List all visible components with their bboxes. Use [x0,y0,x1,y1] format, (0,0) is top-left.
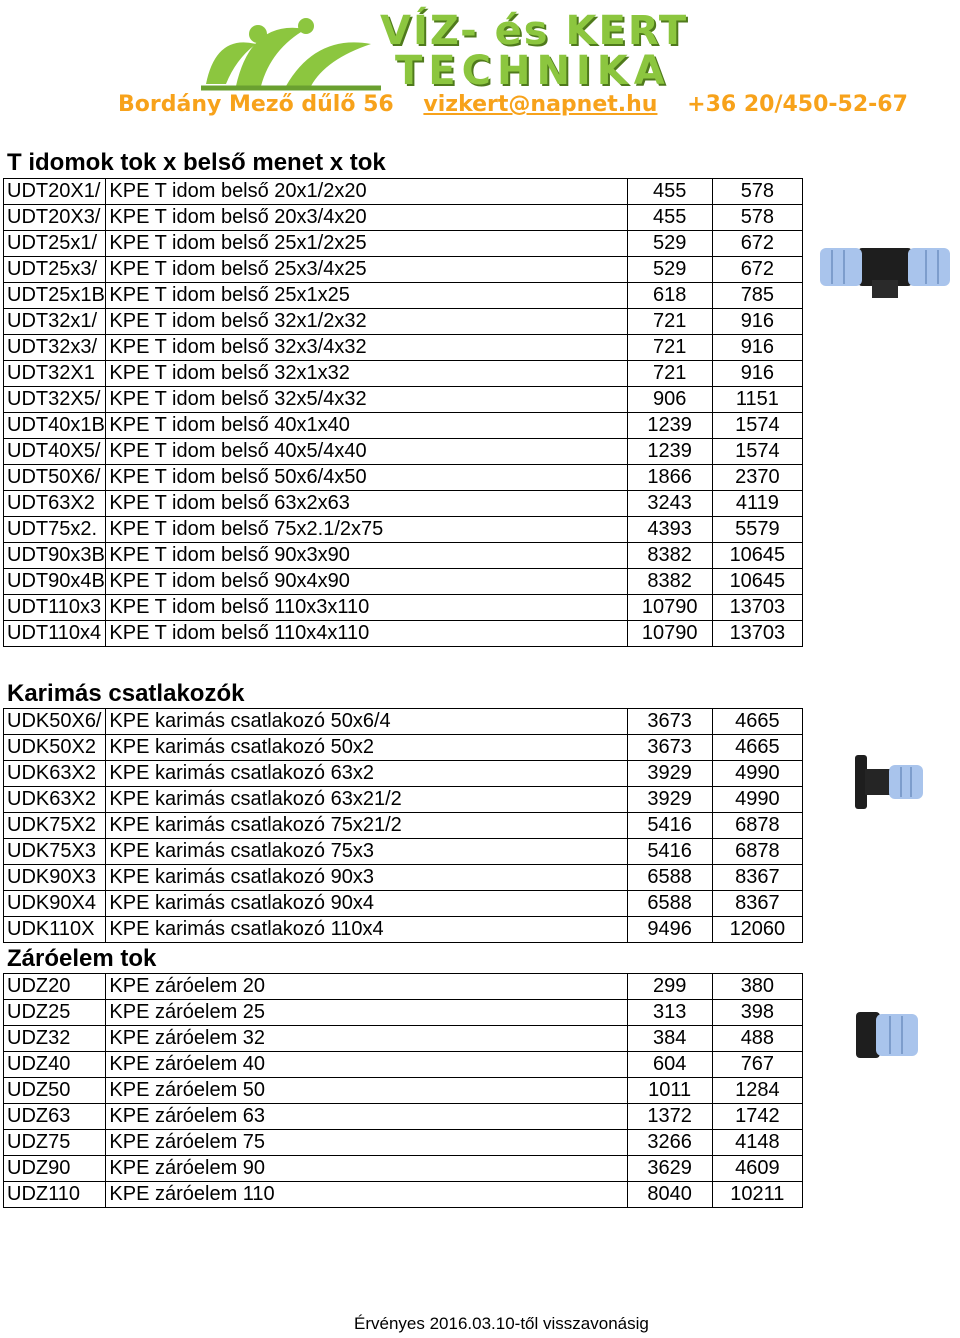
product-description-cell: KPE karimás csatlakozó 63x21/2 [106,787,627,813]
table-row [4,595,803,621]
product-code-cell: UDT20X3/ [4,205,106,231]
table-row [4,839,803,865]
product-code-cell: UDZ75 [4,1130,106,1156]
product-description-cell: KPE záróelem 90 [106,1156,627,1182]
product-description-cell: KPE záróelem 50 [106,1078,627,1104]
product-description-cell: KPE karimás csatlakozó 75x3 [106,839,627,865]
product-code-cell: UDT32X5/ [4,387,106,413]
gross-price-cell: 916 [712,309,802,335]
gross-price-cell: 4148 [712,1130,802,1156]
net-price-cell: 3929 [627,787,712,813]
product-code-cell: UDK90X3 [4,865,106,891]
gross-price-cell: 916 [712,361,802,387]
net-price-cell: 906 [627,387,712,413]
price-table-end-caps [3,973,803,1208]
gross-price-cell: 4119 [712,491,802,517]
table-row [4,491,803,517]
product-description-cell: KPE T idom belső 40x5/4x40 [106,439,627,465]
product-code-cell: UDZ90 [4,1156,106,1182]
net-price-cell: 3629 [627,1156,712,1182]
table-row [4,1078,803,1104]
table-row [4,1104,803,1130]
gross-price-cell: 10645 [712,569,802,595]
brand-name-line2: TECHNIKA [395,48,671,94]
table-row [4,205,803,231]
product-description-cell: KPE záróelem 40 [106,1052,627,1078]
product-code-cell: UDZ110 [4,1182,106,1208]
product-description-cell: KPE T idom belső 32x1/2x32 [106,309,627,335]
product-code-cell: UDK75X3 [4,839,106,865]
table-row [4,761,803,787]
product-description-cell: KPE záróelem 110 [106,1182,627,1208]
net-price-cell: 5416 [627,813,712,839]
table-row [4,465,803,491]
product-code-cell: UDT25x3/ [4,257,106,283]
product-code-cell: UDK90X4 [4,891,106,917]
gross-price-cell: 916 [712,335,802,361]
net-price-cell: 313 [627,1000,712,1026]
product-description-cell: KPE T idom belső 20x1/2x20 [106,179,627,205]
product-code-cell: UDK63X2 [4,787,106,813]
net-price-cell: 5416 [627,839,712,865]
net-price-cell: 721 [627,361,712,387]
contact-line [118,92,930,117]
gross-price-cell: 6878 [712,839,802,865]
table-row [4,517,803,543]
net-price-cell: 3266 [627,1130,712,1156]
net-price-cell: 3673 [627,709,712,735]
end-cap-icon [856,1010,920,1060]
product-description-cell: KPE T idom belső 25x1x25 [106,283,627,309]
gross-price-cell: 8367 [712,891,802,917]
product-code-cell: UDK50X2 [4,735,106,761]
gross-price-cell: 1742 [712,1104,802,1130]
table-row [4,1026,803,1052]
table-row [4,1130,803,1156]
table-row [4,787,803,813]
gross-price-cell: 6878 [712,813,802,839]
net-price-cell: 721 [627,335,712,361]
product-description-cell: KPE karimás csatlakozó 90x4 [106,891,627,917]
net-price-cell: 10790 [627,621,712,647]
net-price-cell: 604 [627,1052,712,1078]
gross-price-cell: 4609 [712,1156,802,1182]
net-price-cell: 10790 [627,595,712,621]
email-link[interactable]: vizkert@napnet.hu [423,92,658,117]
section-title-end-caps: Záróelem tok [7,945,157,972]
product-code-cell: UDT110x4 [4,621,106,647]
product-code-cell: UDT32x3/ [4,335,106,361]
net-price-cell: 8040 [627,1182,712,1208]
table-row [4,1156,803,1182]
gross-price-cell: 767 [712,1052,802,1078]
table-row [4,309,803,335]
gross-price-cell: 4990 [712,787,802,813]
product-description-cell: KPE T idom belső 32x1x32 [106,361,627,387]
table-row [4,361,803,387]
gross-price-cell: 4665 [712,709,802,735]
gross-price-cell: 785 [712,283,802,309]
product-description-cell: KPE záróelem 32 [106,1026,627,1052]
net-price-cell: 6588 [627,891,712,917]
gross-price-cell: 380 [712,974,802,1000]
product-description-cell: KPE T idom belső 110x3x110 [106,595,627,621]
product-code-cell: UDT40x1B [4,413,106,439]
table-row [4,569,803,595]
net-price-cell: 299 [627,974,712,1000]
t-fitting-icon [820,240,950,300]
product-code-cell: UDT63X2 [4,491,106,517]
gross-price-cell: 12060 [712,917,802,943]
product-code-cell: UDZ40 [4,1052,106,1078]
table-row [4,813,803,839]
table-row [4,1182,803,1208]
gross-price-cell: 10645 [712,543,802,569]
product-description-cell: KPE karimás csatlakozó 110x4 [106,917,627,943]
product-description-cell: KPE karimás csatlakozó 90x3 [106,865,627,891]
product-code-cell: UDZ32 [4,1026,106,1052]
product-description-cell: KPE karimás csatlakozó 75x21/2 [106,813,627,839]
header [0,0,960,130]
table-row [4,283,803,309]
net-price-cell: 8382 [627,543,712,569]
product-code-cell: UDT32X1 [4,361,106,387]
product-code-cell: UDT90x3B [4,543,106,569]
product-code-cell: UDK75X2 [4,813,106,839]
product-code-cell: UDT25x1B [4,283,106,309]
table-row [4,179,803,205]
table-row [4,917,803,943]
net-price-cell: 6588 [627,865,712,891]
product-description-cell: KPE T idom belső 110x4x110 [106,621,627,647]
net-price-cell: 455 [627,179,712,205]
product-code-cell: UDT20X1/ [4,179,106,205]
product-code-cell: UDT75x2. [4,517,106,543]
table-row [4,891,803,917]
product-code-cell: UDT40X5/ [4,439,106,465]
product-description-cell: KPE záróelem 25 [106,1000,627,1026]
price-table-flange-connectors [3,708,803,943]
product-code-cell: UDK63X2 [4,761,106,787]
net-price-cell: 384 [627,1026,712,1052]
table-row [4,735,803,761]
gross-price-cell: 672 [712,231,802,257]
net-price-cell: 1011 [627,1078,712,1104]
gross-price-cell: 578 [712,179,802,205]
net-price-cell: 1866 [627,465,712,491]
net-price-cell: 3929 [627,761,712,787]
net-price-cell: 721 [627,309,712,335]
table-row [4,335,803,361]
section-title-flange-connectors: Karimás csatlakozók [7,680,245,707]
product-description-cell: KPE záróelem 63 [106,1104,627,1130]
net-price-cell: 3673 [627,735,712,761]
net-price-cell: 529 [627,231,712,257]
net-price-cell: 1372 [627,1104,712,1130]
gross-price-cell: 1151 [712,387,802,413]
table-row [4,974,803,1000]
product-code-cell: UDT110x3 [4,595,106,621]
product-description-cell: KPE T idom belső 32x3/4x32 [106,335,627,361]
gross-price-cell: 2370 [712,465,802,491]
product-code-cell: UDT90x4B [4,569,106,595]
product-code-cell: UDT25x1/ [4,231,106,257]
table-row [4,1052,803,1078]
table-row [4,413,803,439]
product-description-cell: KPE karimás csatlakozó 50x2 [106,735,627,761]
product-code-cell: UDK110X [4,917,106,943]
table-row [4,865,803,891]
product-description-cell: KPE T idom belső 20x3/4x20 [106,205,627,231]
net-price-cell: 1239 [627,413,712,439]
product-code-cell: UDZ25 [4,1000,106,1026]
net-price-cell: 8382 [627,569,712,595]
product-description-cell: KPE T idom belső 75x2.1/2x75 [106,517,627,543]
product-code-cell: UDT50X6/ [4,465,106,491]
gross-price-cell: 1574 [712,439,802,465]
product-description-cell: KPE T idom belső 63x2x63 [106,491,627,517]
net-price-cell: 9496 [627,917,712,943]
gross-price-cell: 672 [712,257,802,283]
net-price-cell: 1239 [627,439,712,465]
product-description-cell: KPE karimás csatlakozó 63x2 [106,761,627,787]
product-description-cell: KPE T idom belső 32x5/4x32 [106,387,627,413]
table-row [4,543,803,569]
gross-price-cell: 13703 [712,595,802,621]
plant-logo-icon [196,14,386,92]
section-title-t-fittings: T idomok tok x belső menet x tok [7,149,386,176]
price-table-t-fittings [3,178,803,647]
gross-price-cell: 488 [712,1026,802,1052]
product-description-cell: KPE T idom belső 90x4x90 [106,569,627,595]
table-row [4,621,803,647]
product-code-cell: UDZ63 [4,1104,106,1130]
product-description-cell: KPE T idom belső 25x3/4x25 [106,257,627,283]
phone-number: +36 20/450-52-67 [687,92,908,117]
product-code-cell: UDT32x1/ [4,309,106,335]
gross-price-cell: 13703 [712,621,802,647]
gross-price-cell: 398 [712,1000,802,1026]
gross-price-cell: 1574 [712,413,802,439]
gross-price-cell: 578 [712,205,802,231]
brand-name-line1: VÍZ- és KERT [380,8,689,54]
gross-price-cell: 8367 [712,865,802,891]
table-row [4,387,803,413]
address: Bordány Mező dűlő 56 [118,92,394,117]
validity-note: Érvényes 2016.03.10-től visszavonásig [354,1314,649,1333]
flange-connector-icon [855,753,925,813]
product-description-cell: KPE karimás csatlakozó 50x6/4 [106,709,627,735]
product-code-cell: UDK50X6/ [4,709,106,735]
product-description-cell: KPE záróelem 20 [106,974,627,1000]
table-row [4,1000,803,1026]
net-price-cell: 3243 [627,491,712,517]
product-description-cell: KPE T idom belső 40x1x40 [106,413,627,439]
net-price-cell: 618 [627,283,712,309]
gross-price-cell: 4990 [712,761,802,787]
product-description-cell: KPE T idom belső 25x1/2x25 [106,231,627,257]
table-row [4,439,803,465]
net-price-cell: 455 [627,205,712,231]
net-price-cell: 529 [627,257,712,283]
table-row [4,709,803,735]
gross-price-cell: 4665 [712,735,802,761]
product-description-cell: KPE T idom belső 50x6/4x50 [106,465,627,491]
product-code-cell: UDZ50 [4,1078,106,1104]
product-code-cell: UDZ20 [4,974,106,1000]
gross-price-cell: 1284 [712,1078,802,1104]
net-price-cell: 4393 [627,517,712,543]
gross-price-cell: 5579 [712,517,802,543]
table-row [4,231,803,257]
product-description-cell: KPE T idom belső 90x3x90 [106,543,627,569]
table-row [4,257,803,283]
product-description-cell: KPE záróelem 75 [106,1130,627,1156]
gross-price-cell: 10211 [712,1182,802,1208]
